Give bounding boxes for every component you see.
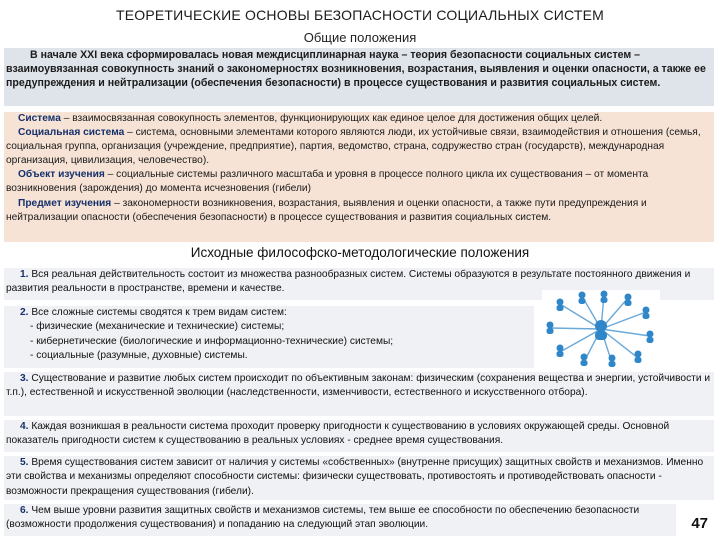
definitions-block <box>4 112 714 242</box>
principle-number: 2. <box>20 307 29 318</box>
definition-text: – система, основными элементами которого являются люди, их устойчивые связи, взаимодействия и отношения (семья, социальная группа, организация (учреждение, предприятие), партия, ведомство, страна, содружество стран (государств), международная организация, цивилизация, человечество). <box>6 127 701 167</box>
principle-item <box>4 420 714 452</box>
principle-text: Каждая возникшая в реальности система проходит проверку пригодности к существованию в условиях окружающей среды. Основной показатель пригодности систем к существованию в реальных условиях - среднее время существования. <box>6 421 670 447</box>
definition-text: – взаимосвязанная совокупность элементов, функционирующих как единое целое для достижения общих целей. <box>60 113 603 124</box>
definition-term: Предмет изучения <box>18 197 112 209</box>
principle-number: 6. <box>20 505 29 516</box>
principle-item <box>4 504 676 536</box>
principle-number: 1. <box>20 269 29 280</box>
network-illustration <box>542 290 660 368</box>
system-type: - социальные (разумные, духовные) системы. <box>30 349 248 361</box>
intro-paragraph <box>4 48 714 106</box>
definition-term: Социальная система <box>18 127 125 139</box>
definition-item <box>6 197 712 225</box>
system-type: - физические (механические и технические) системы; <box>30 321 285 333</box>
system-type: - кибернетические (биологические и информационно-технические) системы; <box>30 335 394 347</box>
page-number: 47 <box>691 515 708 532</box>
definition-item <box>6 112 712 126</box>
principle-item <box>4 372 714 416</box>
intro-text: В начале XXI века сформировалась новая междисциплинарная наука – теория безопасности социальных систем – взаимоувязанная совокупность знаний о закономерностях возникновения, возрастания, выявления и оценки опасности, а также ее предупреждения и нейтрализации (обеспечения безопасности) в процессе существования и развития социальных систем. <box>6 49 706 90</box>
principle-number: 4. <box>20 421 29 432</box>
definition-text: – закономерности возникновения, возрастания, выявления и оценки опасности, а также пути предупреждения и нейтрализации опасности (обеспечения безопасности) в процессе существования и развития социальных систем. <box>6 197 647 223</box>
definition-text: – социальные системы различного масштаба и уровня в процессе полного цикла их существования – от момента возникновения (зарождения) до момента исчезновения (гибели) <box>6 169 649 195</box>
principle-item <box>4 456 714 500</box>
definition-item <box>6 168 712 196</box>
definition-term: Объект изучения <box>18 169 105 181</box>
definition-term: Система <box>18 113 61 124</box>
principle-text: Существование и развитие любых систем происходит по объективным законам: физическим (сохранения вещества и энергии, устойчивости и т.п.), естественной и искусственной эволюции (наследственности, изменчивости, естественного и искусственного отбора). <box>6 373 711 399</box>
principle-number: 5. <box>20 457 29 468</box>
section-heading-general: Общие положения <box>303 30 417 45</box>
principle-text: Время существования систем зависит от наличия у системы «собственных» (внутренне присущих) защитных свойств и механизмов. Именно эти свойства и механизмы определяют способности системы: физически существовать, противостоять и противодействовать опасности - возможности прекращения существования (гибели). <box>6 457 704 497</box>
people-network-icon <box>542 290 660 368</box>
principle-text: Вся реальная действительность состоит из множества разнообразных систем. Системы образуются в результате постоянного движения и развития реальности в пространстве, времени и качестве. <box>6 269 691 295</box>
definition-item <box>6 126 712 168</box>
section-heading-philosophy: Исходные философско-методологические положения <box>190 245 530 260</box>
principle-number: 3. <box>20 373 29 384</box>
principle-text: Все сложные системы сводятся к трем видам систем: <box>28 307 287 318</box>
principle-text: Чем выше уровни развития защитных свойств и механизмов системы, тем выше ее способности по обеспечению безопасности (возможности продолжения существования) и попаданию на следующий этап эволюции. <box>6 505 640 531</box>
principle-item <box>4 306 534 368</box>
page-title: ТЕОРЕТИЧЕСКИЕ ОСНОВЫ БЕЗОПАСНОСТИ СОЦИАЛЬНЫХ СИСТЕМ <box>115 7 605 23</box>
